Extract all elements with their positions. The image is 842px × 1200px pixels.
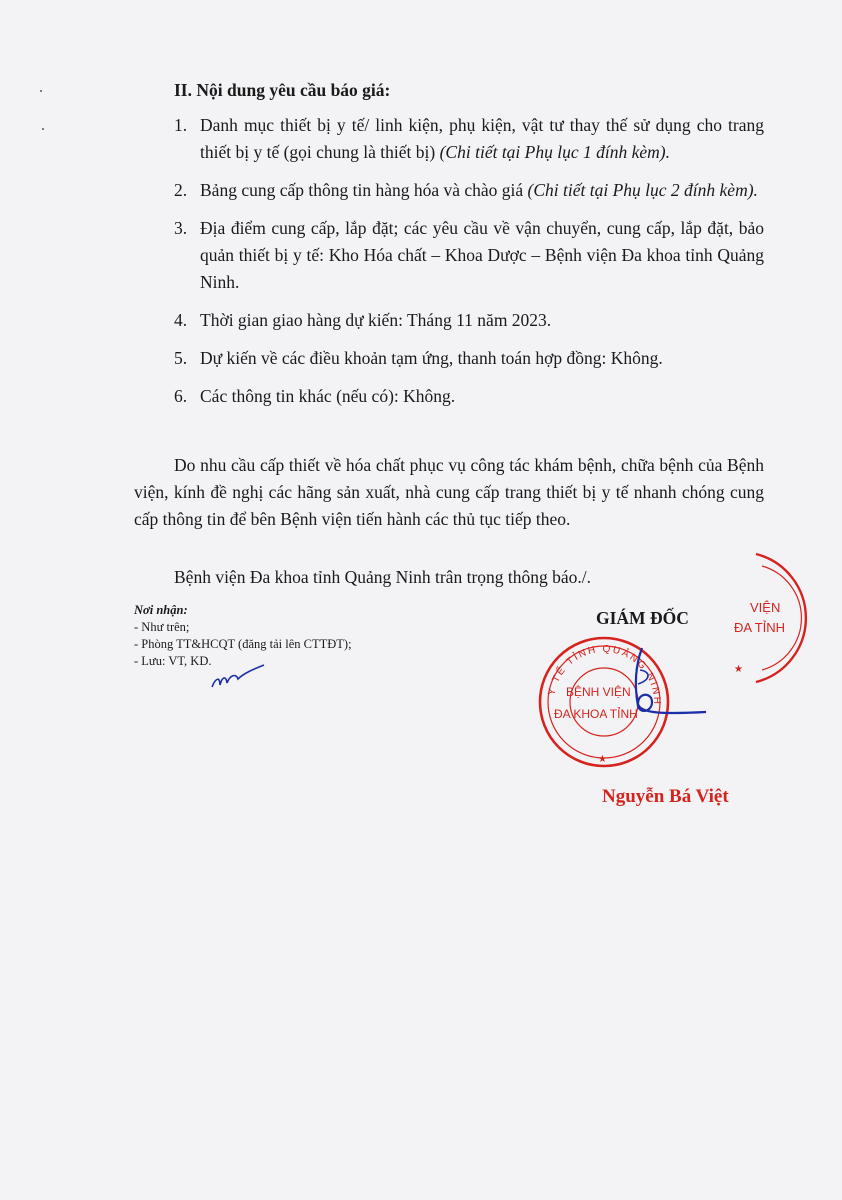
list-item — [174, 345, 764, 372]
closing-line: Bệnh viện Đa khoa tỉnh Quảng Ninh trân trọng thông báo./. — [174, 567, 592, 587]
seal2-text: VIỆN — [750, 600, 781, 615]
item-number: 3. — [174, 218, 188, 238]
partial-seal-stamp — [728, 550, 818, 690]
star-icon: ★ — [734, 664, 743, 675]
item-number: 2. — [174, 180, 188, 200]
section-title: II. Nội dung yêu cầu báo giá: — [174, 80, 391, 100]
signer-name: Nguyễn Bá Việt — [602, 786, 729, 807]
recipient-line: - Lưu: VT, KD. — [134, 654, 212, 668]
seal-ring-text: Y TẾ TỈNH QUẢNG NINH — [546, 643, 663, 707]
scan-speck — [40, 90, 42, 92]
list-item — [174, 112, 764, 166]
star-icon: ★ — [598, 754, 607, 765]
item-italic-note: (Chi tiết tại Phụ lục 2 đính kèm). — [527, 180, 758, 200]
item-text: Dự kiến về các điều khoản tạm ứng, thanh toán hợp đồng: Không. — [200, 348, 663, 368]
signer-role: GIÁM ĐỐC — [596, 608, 689, 628]
recipient-line: - Phòng TT&HCQT (đăng tải lên CTTĐT); — [134, 637, 352, 651]
handwritten-signature — [626, 644, 710, 730]
list-item — [174, 383, 764, 410]
item-text: Danh mục thiết bị y tế/ linh kiện, phụ kiện, vật tư thay thế sử dụng cho trang thiết bị y tế (gọi chung là thiết bị) — [200, 115, 764, 162]
list-item — [174, 307, 764, 334]
list-item — [174, 215, 764, 296]
item-italic-note: (Chi tiết tại Phụ lục 1 đính kèm). — [439, 142, 670, 162]
item-number: 6. — [174, 386, 188, 406]
clerk-initials-mark — [208, 655, 268, 695]
body-paragraph: Do nhu cầu cấp thiết về hóa chất phục vụ công tác khám bệnh, chữa bệnh của Bệnh viện, kính đề nghị các hãng sản xuất, nhà cung cấp trang thiết bị y tế nhanh chóng cung cấp thông tin để bên Bệnh viện tiến hành các thủ tục tiếp theo. — [134, 455, 764, 529]
item-number: 5. — [174, 348, 188, 368]
seal-text-line2: ĐA KHOA TỈNH — [554, 707, 638, 721]
recipients-title: Nơi nhận: — [134, 603, 188, 617]
item-text: Thời gian giao hàng dự kiến: Tháng 11 năm 2023. — [200, 310, 552, 330]
item-number: 1. — [174, 115, 188, 135]
item-number: 4. — [174, 310, 188, 330]
item-text: Bảng cung cấp thông tin hàng hóa và chào giá — [200, 180, 528, 200]
item-text: Địa điểm cung cấp, lắp đặt; các yêu cầu về vận chuyển, cung cấp, lắp đặt, bảo quản thiết bị y tế: Kho Hóa chất – Khoa Dược – Bệnh viện Đa khoa tỉnh Quảng Ninh. — [200, 218, 764, 292]
list-item — [174, 177, 764, 204]
recipient-line: - Như trên; — [134, 620, 190, 634]
requirements-list — [174, 112, 764, 421]
item-text: Các thông tin khác (nếu có): Không. — [200, 386, 456, 406]
seal2-text: ĐA TỈNH — [734, 620, 786, 635]
scan-speck — [42, 128, 44, 130]
seal-text-line1: BỆNH VIỆN — [566, 685, 631, 699]
